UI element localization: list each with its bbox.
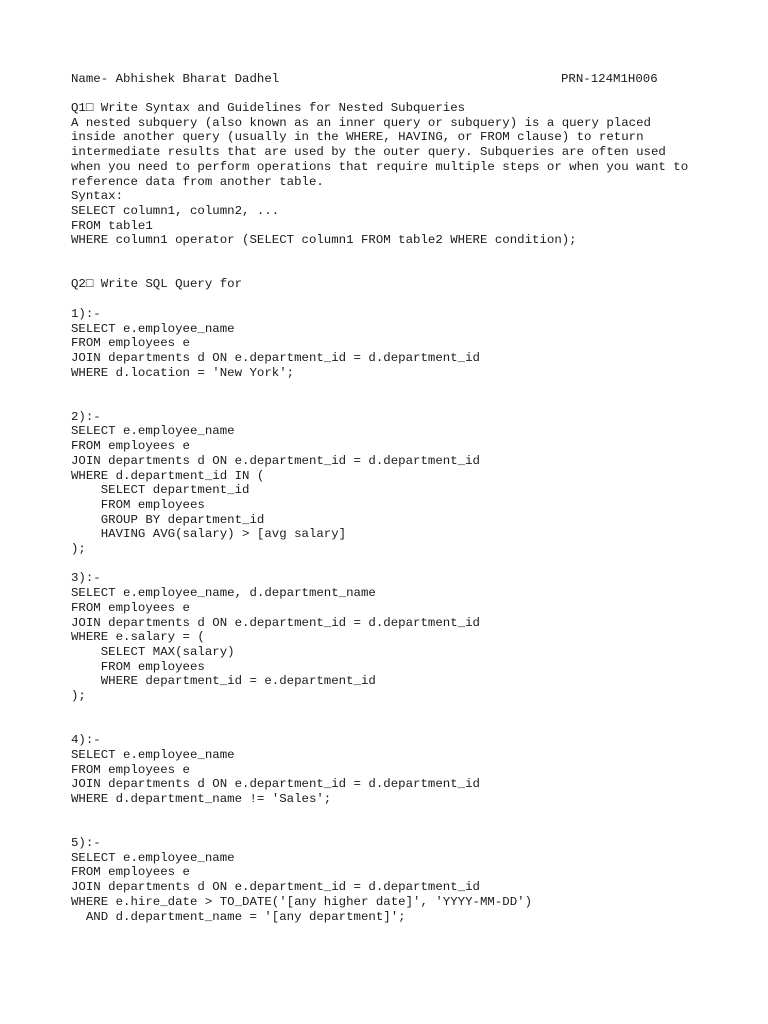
sql-line: GROUP BY department_id — [71, 512, 265, 527]
sql-line: WHERE d.department_id IN ( — [71, 468, 265, 483]
sql-line: WHERE e.hire_date > TO_DATE('[any higher date]', 'YYYY-MM-DD') — [71, 894, 533, 909]
sql-line: WHERE d.location = 'New York'; — [71, 365, 295, 380]
sql-line: JOIN departments d ON e.department_id = d.department_id — [71, 777, 480, 792]
question-1-title: Q1□ Write Syntax and Guidelines for Nested Subqueries — [71, 101, 466, 115]
sql-line: JOIN departments d ON e.department_id = d.department_id — [71, 350, 480, 365]
sql-line: SELECT e.employee_name — [71, 424, 235, 439]
answer-label: 2):- — [71, 409, 101, 424]
sql-line: WHERE d.department_name != 'Sales'; — [71, 791, 332, 806]
sql-line: SELECT department_id — [71, 483, 250, 498]
q1-description-line: when you need to perform operations that require multiple steps or when you want to — [71, 159, 689, 174]
syntax-code-line: WHERE column1 operator (SELECT column1 FROM table2 WHERE condition); — [71, 233, 577, 248]
answer-label: 4):- — [71, 733, 101, 748]
blank-line — [71, 821, 711, 836]
blank-line — [71, 263, 711, 278]
blank-line — [71, 248, 711, 263]
sql-line: SELECT MAX(salary) — [71, 644, 235, 659]
syntax-code-line: FROM table1 — [71, 218, 153, 233]
answer-label: 3):- — [71, 571, 101, 586]
document-body — [71, 101, 711, 924]
blank-line — [71, 718, 711, 733]
blank-line — [71, 395, 711, 410]
sql-line: HAVING AVG(salary) > [avg salary] — [71, 527, 347, 542]
student-name: Name- Abhishek Bharat Dadhel — [71, 72, 280, 86]
answer-label: 1):- — [71, 306, 101, 321]
sql-line: FROM employees — [71, 659, 205, 674]
sql-line: WHERE e.salary = ( — [71, 630, 205, 645]
sql-line: FROM employees — [71, 497, 205, 512]
sql-line: JOIN departments d ON e.department_id = d.department_id — [71, 453, 480, 468]
sql-line: SELECT e.employee_name — [71, 747, 235, 762]
answer-5 — [71, 836, 711, 924]
sql-line: ); — [71, 542, 86, 557]
answer-2 — [71, 410, 711, 557]
syntax-label: Syntax: — [71, 189, 124, 204]
blank-line — [71, 807, 711, 822]
sql-line: SELECT e.employee_name — [71, 321, 235, 336]
answer-4 — [71, 733, 711, 807]
sql-line: ); — [71, 689, 86, 704]
student-prn: PRN-124M1H006 — [561, 72, 658, 86]
syntax-code-line: SELECT column1, column2, ... — [71, 203, 280, 218]
q1-description-line: reference data from another table. — [71, 174, 324, 189]
sql-line: FROM employees e — [71, 439, 190, 454]
sql-line: FROM employees e — [71, 762, 190, 777]
document-header — [71, 72, 671, 87]
question-2-section — [71, 277, 711, 924]
blank-line — [71, 292, 711, 307]
answer-1 — [71, 307, 711, 381]
sql-line: FROM employees e — [71, 865, 190, 880]
q1-description-line: A nested subquery (also known as an inner query or subquery) is a query placed — [71, 115, 651, 130]
q1-description-line: inside another query (usually in the WHERE, HAVING, or FROM clause) to return — [71, 130, 644, 145]
question-2-title: Q2□ Write SQL Query for — [71, 277, 243, 292]
q1-description-line: intermediate results that are used by the outer query. Subqueries are often used — [71, 145, 666, 160]
answer-3 — [71, 571, 711, 703]
sql-line: SELECT e.employee_name, d.department_name — [71, 586, 376, 601]
blank-line — [71, 380, 711, 395]
sql-line: SELECT e.employee_name — [71, 850, 235, 865]
sql-line: WHERE department_id = e.department_id — [71, 674, 376, 689]
question-1-section — [71, 101, 711, 248]
answer-label: 5):- — [71, 836, 101, 850]
sql-line: JOIN departments d ON e.department_id = d.department_id — [71, 615, 480, 630]
sql-line: JOIN departments d ON e.department_id = d.department_id — [71, 880, 480, 895]
sql-line: AND d.department_name = '[any department]'; — [71, 909, 406, 924]
blank-line — [71, 704, 711, 719]
sql-line: FROM employees e — [71, 336, 190, 351]
sql-line: FROM employees e — [71, 600, 190, 615]
blank-line — [71, 557, 711, 572]
